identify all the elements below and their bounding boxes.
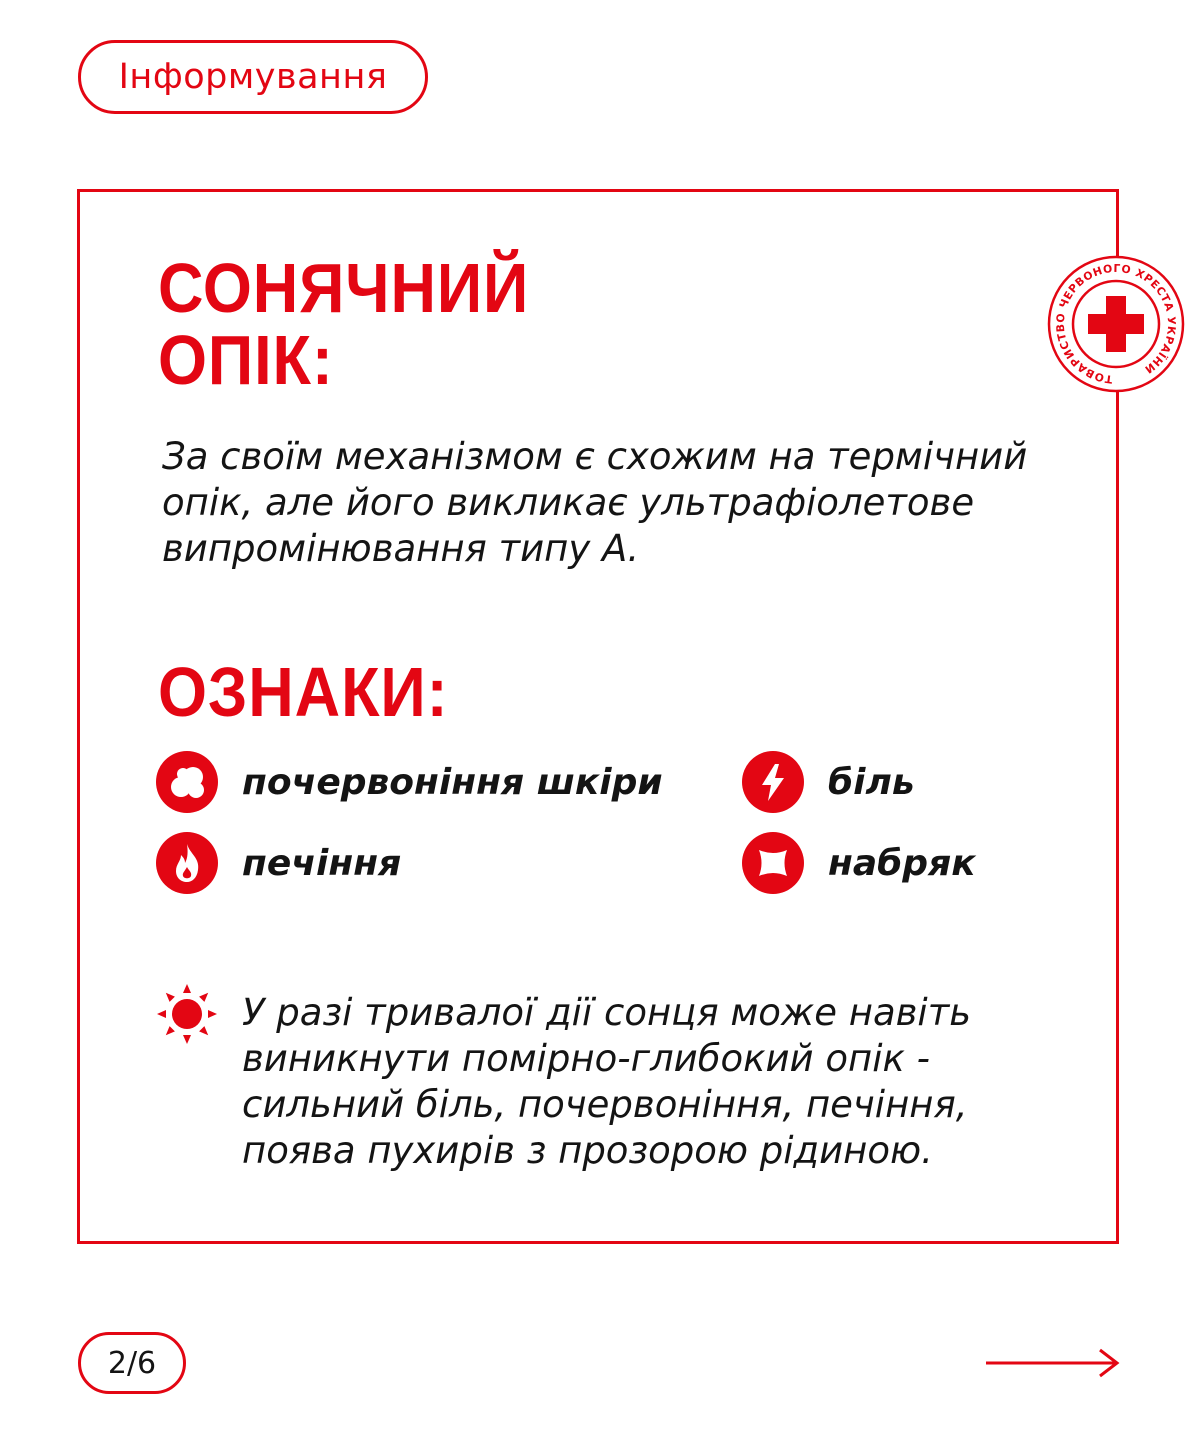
page-title [158,249,530,399]
intro-text [162,434,1042,572]
redness-icon [156,751,218,813]
category-tag-label: Інформування [118,57,388,97]
sun-icon [155,982,219,1046]
flame-icon [156,832,218,894]
arrow-right-icon[interactable] [984,1348,1120,1378]
sign-label: біль [828,761,915,803]
sign-item-redness [156,751,663,813]
warning-note [242,990,1002,1174]
page-title-line: СОНЯЧНИЙ [158,249,530,327]
sign-label: набряк [828,842,976,884]
signs-heading: ОЗНАКИ: [158,653,449,731]
swelling-icon [742,832,804,894]
svg-text:ТОВАРИСТВО ЧЕРВОНОГО ХРЕСТА УК: ТОВАРИСТВО ЧЕРВОНОГО ХРЕСТА УКРАЇНИ [1053,261,1179,386]
note-line: сильний біль, почервоніння, печіння, [242,1083,968,1126]
note-line: У разі тривалої дії сонця може навіть [242,991,972,1034]
sign-label: печіння [242,842,402,884]
lightning-icon [742,751,804,813]
red-cross-logo [1046,254,1186,394]
page-title-line: ОПІК: [158,321,334,399]
sign-item-swelling [742,832,976,894]
note-line: поява пухирів з прозорою рідиною. [242,1129,933,1172]
intro-line: За своїм механізмом є схожим на термічний [162,435,1028,478]
sign-item-burning [156,832,401,894]
sign-item-pain [742,751,915,813]
page-indicator-label: 2/6 [107,1345,157,1381]
note-line: виникнути помірно-глибокий опік - [242,1037,930,1080]
page-indicator [78,1332,186,1394]
sign-label: почервоніння шкіри [242,761,663,803]
intro-line: випромінювання типу А. [162,527,640,570]
intro-line: опік, але його викликає ультрафіолетове [162,481,975,524]
category-tag [78,40,428,114]
